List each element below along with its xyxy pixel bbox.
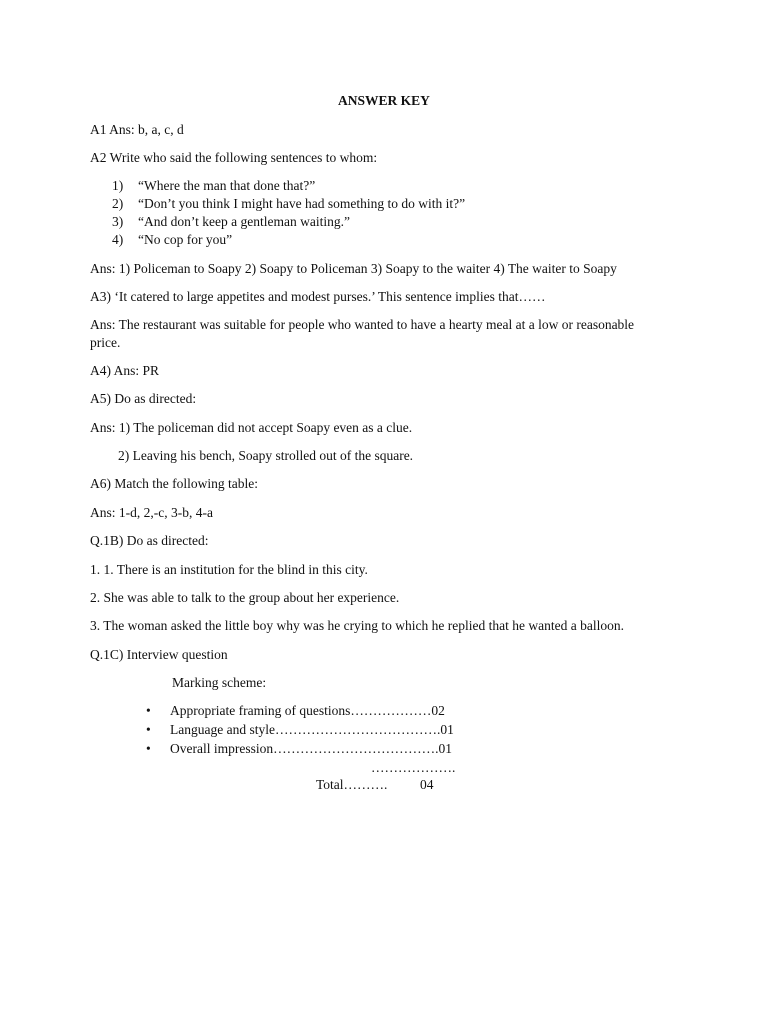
a3-question: A3) ‘It catered to large appetites and modest purses.’ This sentence implies that…… [90, 289, 546, 304]
q1b-item-3: 3. The woman asked the little boy why was he crying to which he replied that he wanted a balloon. [90, 618, 624, 633]
a6-answer: Ans: 1-d, 2,-c, 3-b, 4-a [90, 505, 213, 520]
a2-item-text: “And don’t keep a gentleman waiting.” [138, 214, 350, 229]
a2-item-2 [112, 195, 466, 213]
a2-item-number: 3) [112, 214, 124, 229]
a1-answer: A1 Ans: b, a, c, d [90, 122, 184, 137]
a2-item-3 [112, 213, 350, 231]
bullet-icon: • [146, 722, 151, 737]
a2-item-text: “No cop for you” [138, 232, 233, 247]
a3-answer-line-1: Ans: The restaurant was suitable for people who wanted to have a hearty meal at a low or reasonable [90, 317, 635, 332]
a3-answer-line-2: price. [90, 335, 121, 350]
total-label: Total………. [316, 777, 388, 792]
marking-scheme-label: Marking scheme: [172, 675, 267, 690]
a2-item-number: 4) [112, 232, 124, 247]
bullet-icon: • [146, 703, 151, 718]
a2-question: A2 Write who said the following sentences to whom: [90, 150, 378, 165]
q1b-item-1: 1. 1. There is an institution for the blind in this city. [90, 562, 368, 577]
a6-heading: A6) Match the following table: [90, 476, 258, 491]
total-value: 04 [420, 777, 434, 792]
marking-item-text: Overall impression……………………………….01 [170, 741, 452, 756]
a2-item-text: “Where the man that done that?” [138, 178, 316, 193]
q1b-item-2: 2. She was able to talk to the group about her experience. [90, 590, 400, 605]
a2-item-number: 2) [112, 196, 124, 211]
a5-answer-1: Ans: 1) The policeman did not accept Soapy even as a clue. [90, 420, 413, 435]
marking-item-text: Appropriate framing of questions………………02 [170, 703, 445, 718]
a2-item-number: 1) [112, 178, 124, 193]
total-dots: ………………. [371, 760, 456, 775]
a5-answer-2: 2) Leaving his bench, Soapy strolled out of the square. [118, 448, 414, 463]
a2-answer: Ans: 1) Policeman to Soapy 2) Soapy to Policeman 3) Soapy to the waiter 4) The waiter to Soapy [90, 261, 617, 276]
marking-item-text: Language and style……………………………….01 [170, 722, 454, 737]
a5-heading: A5) Do as directed: [90, 391, 197, 406]
bullet-icon: • [146, 741, 151, 756]
page-title: ANSWER KEY [338, 93, 430, 108]
a4-answer: A4) Ans: PR [90, 363, 160, 378]
a2-item-text: “Don’t you think I might have had something to do with it?” [138, 196, 466, 211]
q1c-heading: Q.1C) Interview question [90, 647, 228, 662]
a2-item-1 [112, 177, 316, 195]
q1b-heading: Q.1B) Do as directed: [90, 533, 209, 548]
a2-item-4 [112, 231, 233, 249]
